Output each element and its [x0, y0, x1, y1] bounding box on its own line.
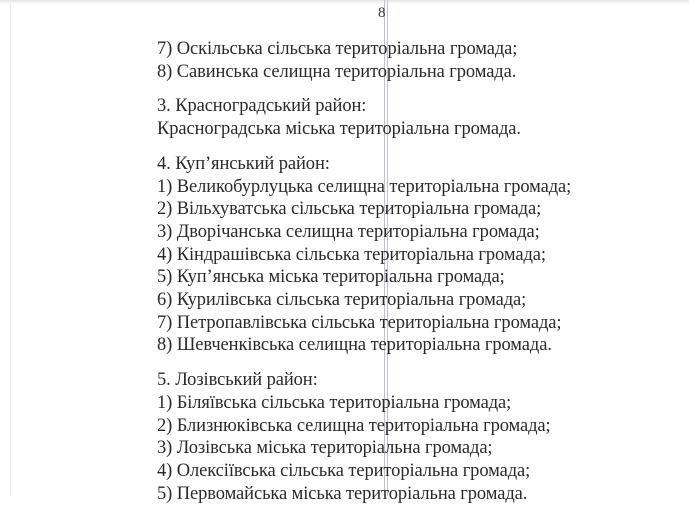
- list-item: 1) Великобурлуцька селищна територіальна громада;: [157, 176, 572, 197]
- top-edge-shadow: [0, 0, 689, 4]
- list-item: 2) Вільхуватська сільська територіальна громада;: [157, 199, 542, 220]
- list-item: 8) Савинська селищна територіальна громада.: [157, 61, 517, 82]
- list-item: 5) Куп’янська міська територіальна громада;: [157, 267, 505, 288]
- list-item: Красноградська міська територіальна громада.: [157, 119, 521, 140]
- section-heading: 5. Лозівський район:: [157, 370, 318, 391]
- spacer: [157, 141, 557, 153]
- list-item: 3) Лозівська міська територіальна громада;: [157, 438, 493, 459]
- list-item: 8) Шевченківська селищна територіальна громада.: [157, 335, 552, 356]
- list-item: 4) Кіндрашівська сільська територіальна громада;: [157, 244, 546, 265]
- list-item: 1) Біляївська сільська територіальна громада;: [157, 392, 512, 413]
- list-item: 7) Петропавлівська сільська територіальна громада;: [157, 312, 562, 333]
- list-item: 2) Близнюківська селищна територіальна громада;: [157, 415, 551, 436]
- list-item: 4) Олексіївська сільська територіальна громада;: [157, 460, 531, 481]
- continuation-list: [157, 38, 557, 83]
- section-heading: 3. Красноградський район:: [157, 96, 367, 117]
- list-item: 7) Оскільська сільська територіальна громада;: [157, 39, 518, 59]
- document-body: [157, 38, 572, 505]
- spacer: [157, 357, 557, 369]
- section-lozova: [157, 369, 557, 505]
- section-heading: 4. Куп’янський район:: [157, 153, 330, 174]
- list-item: 3) Дворічанська селищна територіальна громада;: [157, 221, 540, 242]
- spacer: [157, 83, 557, 95]
- section-kupiansk: [157, 153, 572, 357]
- section-krasnohrad: [157, 95, 557, 140]
- page-number: 8: [378, 5, 386, 21]
- list-item: 5) Первомайська міська територіальна громада.: [157, 483, 528, 504]
- list-item: 6) Курилівська сільська територіальна громада;: [157, 290, 527, 311]
- left-scan-edge: [10, 0, 11, 496]
